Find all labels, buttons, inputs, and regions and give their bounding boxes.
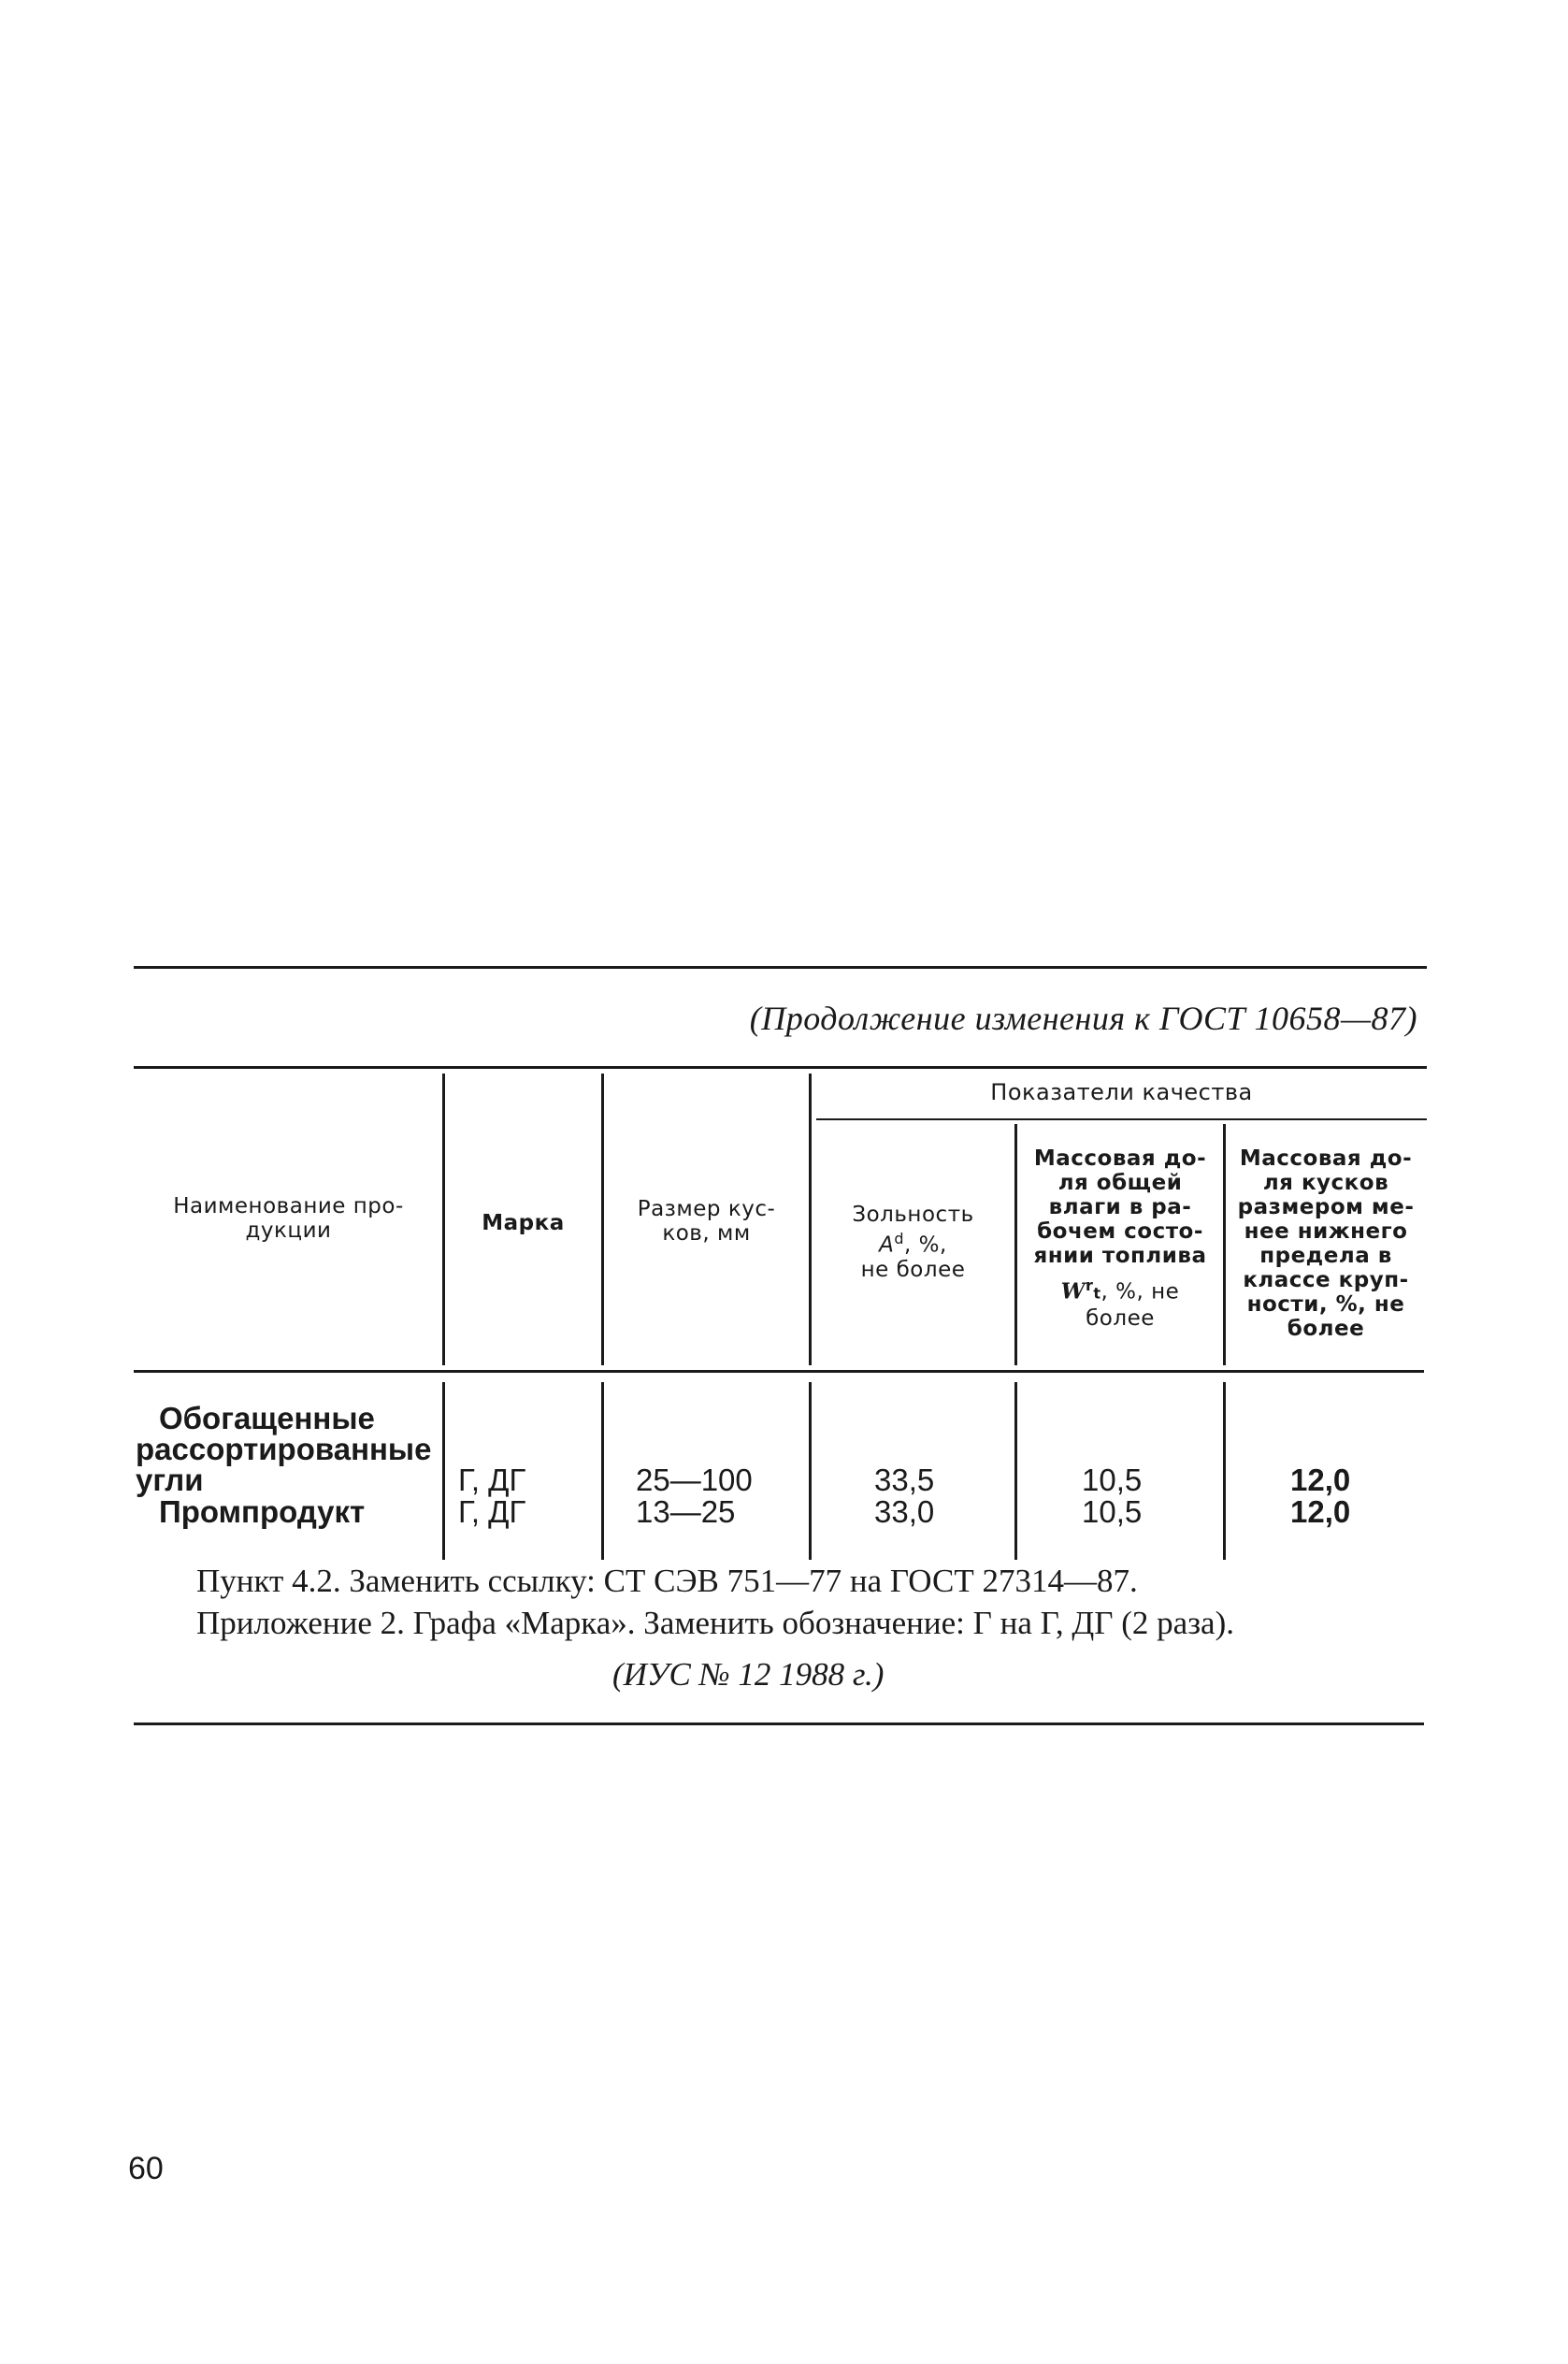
note-source: (ИУС № 12 1988 г.) (612, 1656, 885, 1693)
col-sep-5-body (1223, 1382, 1226, 1560)
bottom-rule (134, 1723, 1424, 1725)
col-sep-4-body (1014, 1382, 1017, 1560)
col-sep-3-header (809, 1074, 812, 1365)
note-paragraph-2: Приложение 2. Графа «Марка». Заменить обозначение: Г на Г, ДГ (2 раза). (196, 1605, 1234, 1641)
table-top-rule (134, 1066, 1427, 1069)
table-row-size: 13—25 (636, 1494, 736, 1529)
col-header-size: Размер кус- ков, мм (637, 1197, 776, 1246)
table-row-size: 25—100 (636, 1463, 753, 1497)
col-header-grade: Марка (482, 1211, 565, 1235)
col-sep-2-body (601, 1382, 604, 1560)
col-sep-1-header (442, 1074, 445, 1365)
top-rule (134, 966, 1427, 969)
table-row-ash: 33,5 (874, 1463, 935, 1497)
table-row-moisture: 10,5 (1082, 1494, 1143, 1529)
col-header-moisture: Массовая до- ля общей влаги в ра- бочем состо- янии топлива $W^rt$, %, не более (1033, 1146, 1207, 1331)
table-row-name: Промпродукт (159, 1494, 366, 1529)
table-row-fines: 12,0 (1290, 1463, 1351, 1497)
col-sep-3-body (809, 1382, 812, 1560)
header-bottom-rule (134, 1370, 1424, 1373)
table-row-grade: Г, ДГ (458, 1494, 526, 1529)
col-sep-2-header (601, 1074, 604, 1365)
note-paragraph-1: Пункт 4.2. Заменить ссылку: СТ СЭВ 751—77 на ГОСТ 27314—87. (196, 1563, 1138, 1599)
table-row-fines: 12,0 (1290, 1494, 1351, 1529)
table-row-name: Обогащенные рассортированные угли (136, 1401, 432, 1497)
group-header-quality: Показатели качества (990, 1079, 1253, 1105)
table-row-grade: Г, ДГ (458, 1463, 526, 1497)
table-row-ash: 33,0 (874, 1494, 935, 1529)
page-heading: (Продолжение изменения к ГОСТ 10658—87) (749, 1000, 1417, 1037)
col-header-ash: Зольность $A^d$, %, не более (852, 1203, 974, 1282)
col-sep-5-header (1223, 1124, 1226, 1365)
col-header-name: Наименование про- дукции (173, 1194, 404, 1243)
group-header-rule (816, 1118, 1427, 1120)
col-sep-4-header (1014, 1124, 1017, 1365)
col-sep-1-body (442, 1382, 445, 1560)
col-header-fines: Массовая до- ля кусков размером ме- нее нижнего предела в классе круп- ности, %, не более (1237, 1146, 1415, 1341)
table-row-moisture: 10,5 (1082, 1463, 1143, 1497)
page-number: 60 (128, 2151, 164, 2186)
